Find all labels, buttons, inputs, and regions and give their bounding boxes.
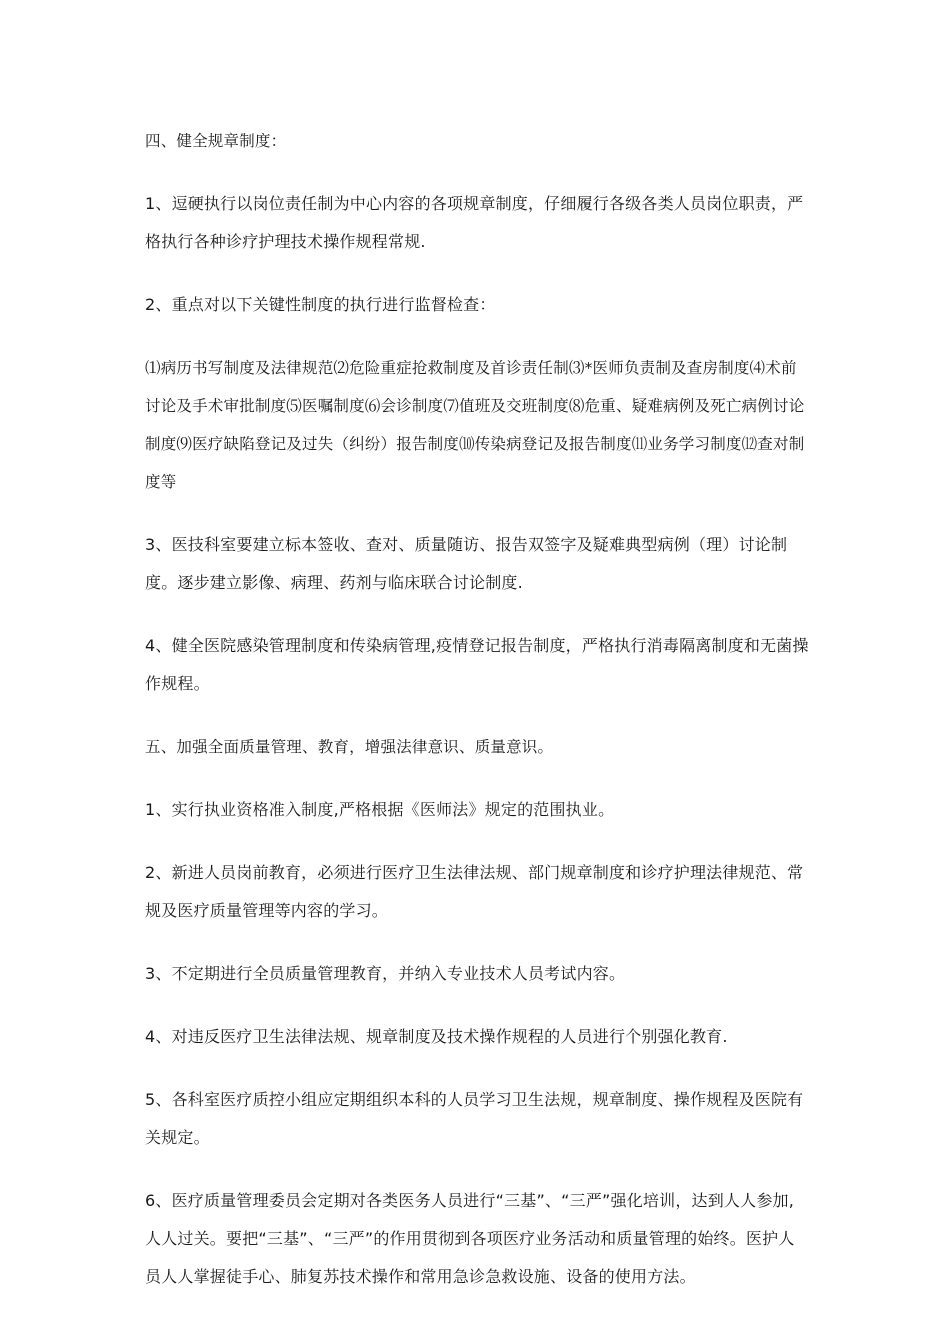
section-5-item-3: 3、不定期进行全员质量管理教育，并纳入专业技术人员考试内容。 xyxy=(145,964,626,983)
section-4-item-4: 4、健全医院感染管理制度和传染病管理,疫情登记报告制度，严格执行消毒隔离制度和无菌操作规程。 xyxy=(145,636,809,693)
section-4-item-3: 3、医技科室要建立标本签收、查对、质量随访、报告双签字及疑难典型病例（理）讨论制度。逐步建立影像、病理、药剂与临床联合讨论制度. xyxy=(145,535,788,592)
document-body xyxy=(145,122,810,1321)
section-4-item-1: 1、逗硬执行以岗位责任制为中心内容的各项规章制度，仔细履行各级各类人员岗位职责，严格执行各种诊疗护理技术操作规程常规. xyxy=(145,194,804,251)
section-5-item-4: 4、对违反医疗卫生法律法规、规章制度及技术操作规程的人员进行个别强化教育. xyxy=(145,1027,728,1046)
section-4-item-2: 2、重点对以下关键性制度的执行进行监督检查： xyxy=(145,295,496,314)
section-5-item-6: 6、医疗质量管理委员会定期对各类医务人员进行“三基”、“三严”强化培训，达到人人参加,人人过关。要把“三基”、“三严”的作用贯彻到各项医疗业务活动和质量管理的始终。医护人员人人掌握徒手心、肺复苏技术操作和常用急诊急救设施、设备的使用方法。 xyxy=(145,1191,795,1286)
section-4-heading: 四、健全规章制度： xyxy=(145,132,287,150)
section-5-item-2: 2、新进人员岗前教育，必须进行医疗卫生法律法规、部门规章制度和诊疗护理法律规范、常规及医疗质量管理等内容的学习。 xyxy=(145,863,804,920)
section-5-item-1: 1、实行执业资格准入制度,严格根据《医师法》规定的范围执业。 xyxy=(145,800,615,819)
section-5-heading: 五、加强全面质量管理、教育，增强法律意识、质量意识。 xyxy=(145,738,554,756)
key-systems-list: ⑴病历书写制度及法律规范⑵危险重症抢救制度及首诊责任制⑶*医师负责制及查房制度⑷术前讨论及手术审批制度⑸医嘱制度⑹会诊制度⑺值班及交班制度⑻危重、疑难病例及死亡病例讨论制度⑼医疗缺陷登记及过失（纠纷）报告制度⑽传染病登记及报告制度⑾业务学习制度⑿查对制度等 xyxy=(145,359,805,491)
section-5-item-5: 5、各科室医疗质控小组应定期组织本科的人员学习卫生法规，规章制度、操作规程及医院有关规定。 xyxy=(145,1090,804,1147)
